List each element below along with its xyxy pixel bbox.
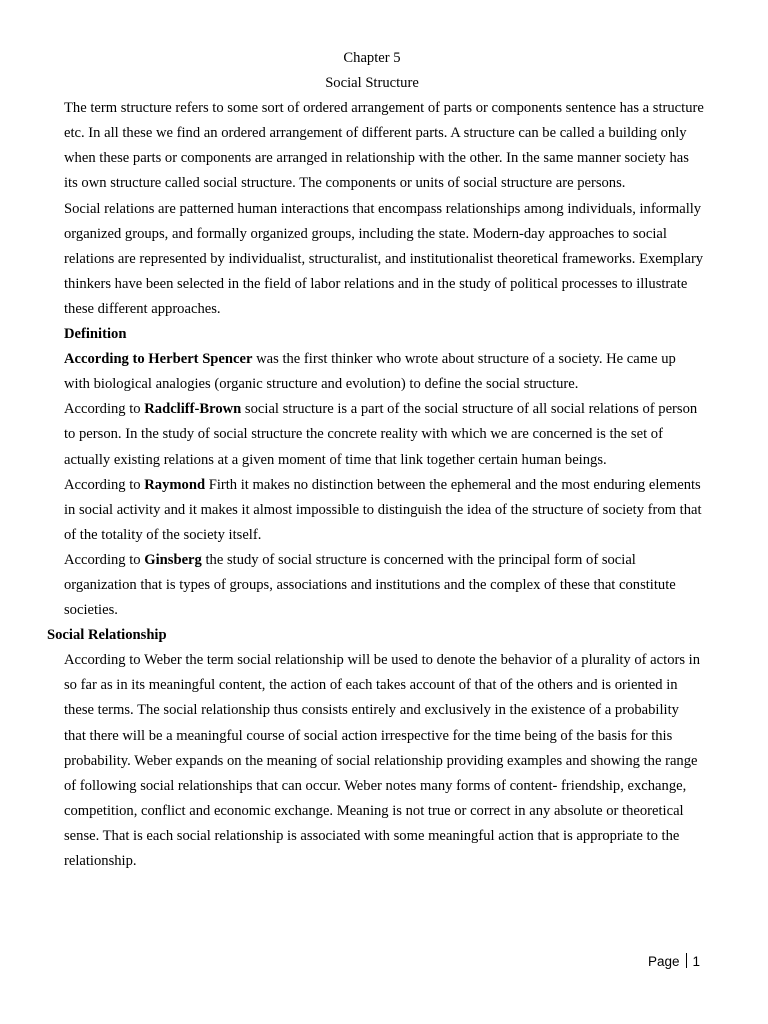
definition-text: the study of social structure is concerned with the principal form of social organization that is types of groups, associations and institutions and the complex of these that constitute societies. (64, 551, 676, 619)
intro-paragraph-1: The term structure refers to some sort of ordered arrangement of parts or components sentence has a structure etc. In all these we find an ordered arrangement of different parts. A structure can be called a building only when these parts or components are arranged in relationship with the other. In the same manner society has its own structure called social structure. The components or units of social structure are persons. (64, 100, 704, 192)
chapter-title: Social Structure (325, 75, 419, 92)
definition-text: Firth it makes no distinction between the ephemeral and the most enduring elements in social activity and it makes it almost impossible to distinguish the idea of the structure of society from that of the totality of the society itself. (64, 476, 702, 543)
intro-paragraph-2: Social relations are patterned human interactions that encompass relationships among individuals, informally organized groups, and formally organized groups, including the state. Modern-day approaches to social relations are represented by individualist, structuralist, and institutionalist theoretical frameworks. Exemplary thinkers have been selected in the field of labor relations and in the study of political processes to illustrate these different approaches. (64, 200, 704, 317)
definition-raymond (64, 473, 704, 548)
thinker-name: Raymond (144, 476, 206, 493)
page-content (47, 46, 704, 874)
definition-prefix: According to (64, 476, 145, 493)
definition-radcliff-brown (64, 397, 704, 472)
page-footer (648, 950, 700, 974)
page-number: 1 (692, 954, 701, 969)
thinker-name: Ginsberg (144, 551, 202, 568)
definition-prefix: According to (64, 401, 145, 418)
relationship-paragraph: According to Weber the term social relationship will be used to denote the behavior of a plurality of actors in so far as in its meaningful content, the action of each takes account of that of the others and is oriented in these terms. The social relationship thus consists entirely and exclusively in the existence of a probability that there will be a meaningful course of social action irrespective for the time being of the basis for this probability. Weber expands on the meaning of social relationship providing examples and showing the range of following social relationships that can occur. Weber notes many forms of content- friendship, exchange, competition, conflict and economic exchange. Meaning is not true or correct in any absolute or theoretical sense. That is each social relationship is associated with some meaningful action that is appropriate to the relationship. (64, 652, 701, 869)
definition-heading: Definition (64, 326, 127, 343)
definition-prefix: According to (64, 551, 145, 568)
definition-text: social structure is a part of the social structure of all social relations of person to person. In the study of social structure the concrete reality with which we are concerned is the set of actually existing relations at a given moment of time that link together certain human beings. (64, 401, 698, 468)
definition-text: was the first thinker who wrote about structure of a society. He came up with biological analogies (organic structure and evolution) to define the social structure. (64, 351, 676, 393)
page-label: Page (648, 954, 680, 969)
definition-ginsberg (64, 548, 704, 623)
footer-divider (686, 953, 687, 968)
chapter-number: Chapter 5 (343, 50, 401, 66)
thinker-name: Radcliff-Brown (144, 401, 242, 418)
relationship-heading: Social Relationship (47, 627, 167, 644)
definition-spencer (64, 347, 704, 397)
thinker-name: According to Herbert Spencer (64, 351, 253, 368)
